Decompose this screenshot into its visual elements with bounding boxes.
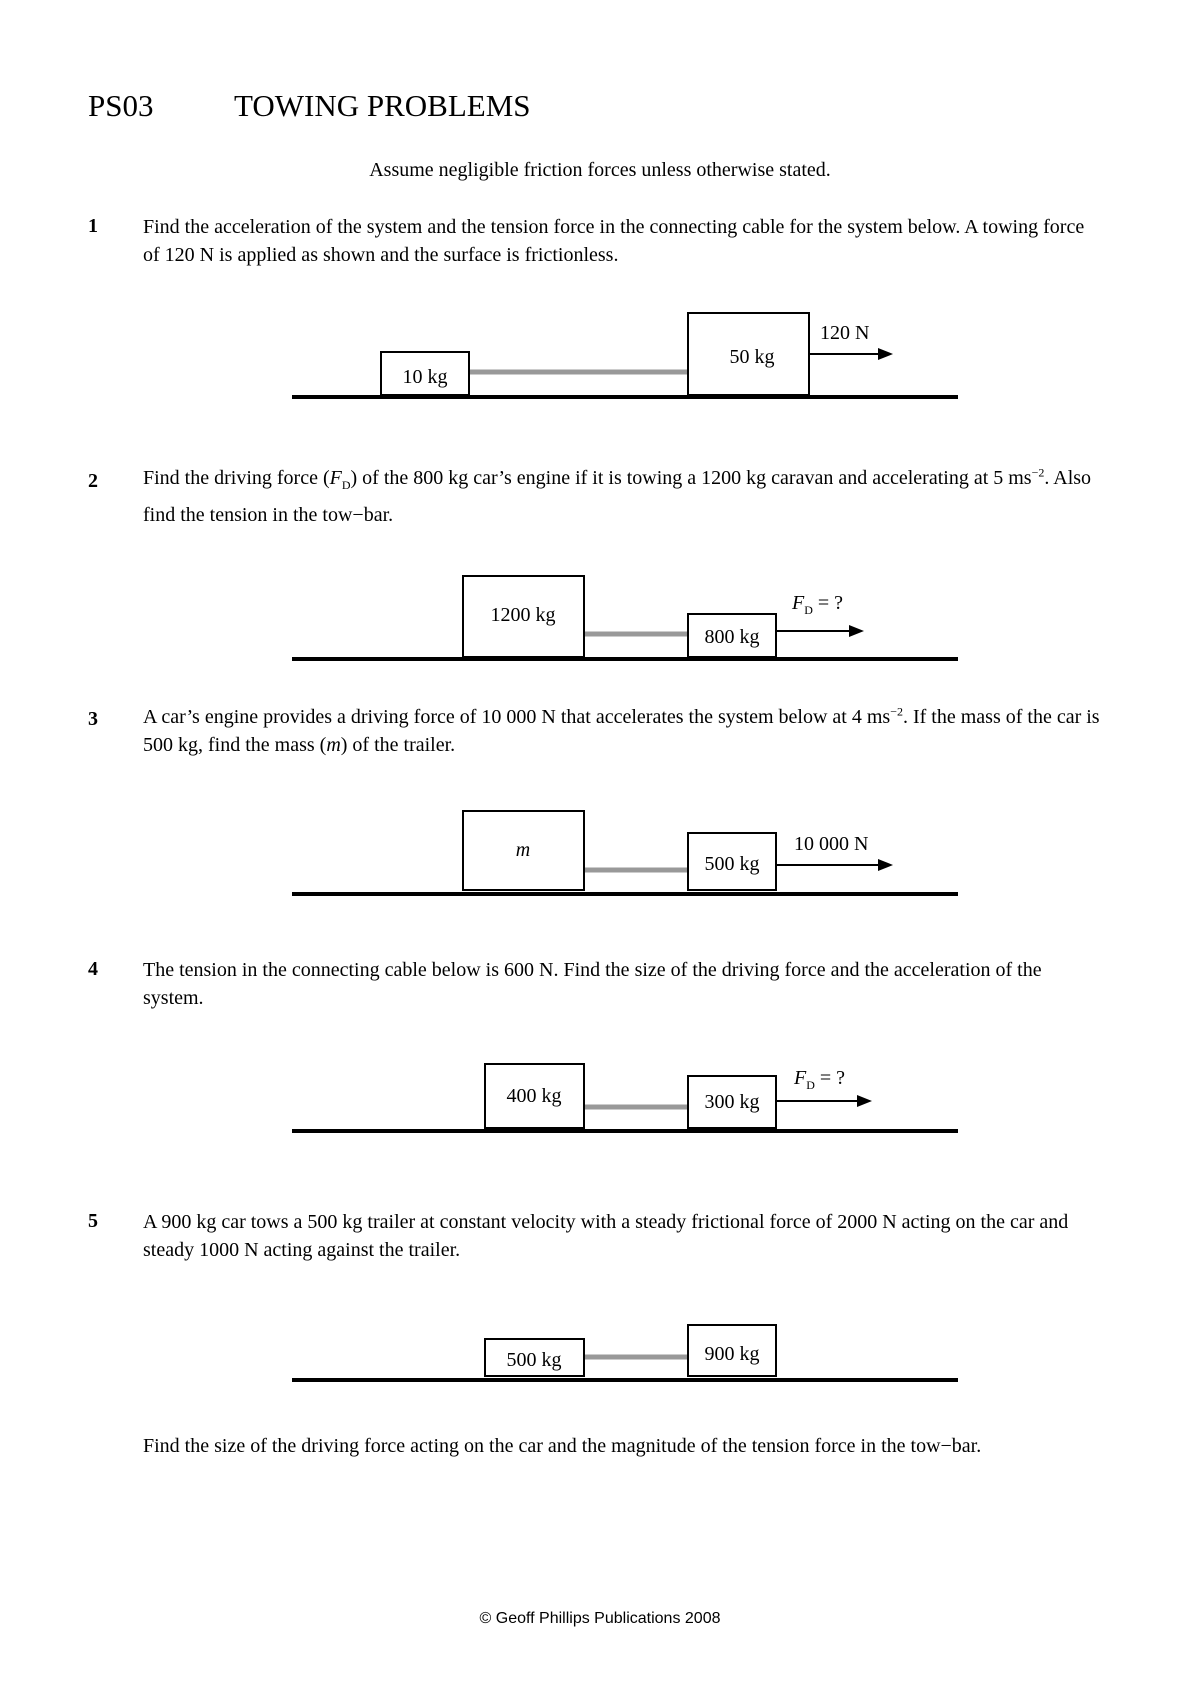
force-arrow-head: [857, 1095, 872, 1107]
diagram-3: [0, 795, 1200, 905]
force-arrow-head: [849, 625, 864, 637]
worksheet-code: PS03: [88, 88, 154, 123]
force-label: 10 000 N: [794, 833, 869, 855]
car-mass-label: 800 kg: [704, 626, 760, 648]
force-label: 120 N: [820, 322, 870, 344]
trailer-mass-label: 400 kg: [506, 1085, 562, 1107]
question-4-number: 4: [88, 958, 98, 980]
trailer-mass-label: 500 kg: [506, 1349, 562, 1371]
car-mass-label: 500 kg: [704, 853, 760, 875]
diagram-1: [0, 300, 1200, 410]
diagram-4: [0, 1040, 1200, 1150]
question-2-text: Find the driving force $(F_D)$ of the 800 kg car’s engine if it is towing a 1200 kg caravan and accelerating at 5 $ms^{-2}$. Also find the tension in the tow−bar.: [143, 465, 1092, 526]
force-arrow-head: [878, 859, 893, 871]
question-5-number: 5: [88, 1210, 98, 1232]
car-mass-label: 50 kg: [729, 346, 775, 368]
question-1-text: Find the acceleration of the system and the tension force in the connecting cable for the system below. A towing force of 120 N is applied as shown and the surface is frictionless.: [143, 216, 1085, 266]
question-5-text: A 900 kg car tows a 500 kg trailer at constant velocity with a steady frictional force of 2000 N acting on the car and steady 1000 N acting against the trailer.: [143, 1211, 1069, 1261]
intro-instruction: Assume negligible friction forces unless otherwise stated.: [369, 159, 831, 181]
diagram-5: [0, 1310, 1200, 1390]
worksheet-title: TOWING PROBLEMS: [234, 88, 531, 123]
car-mass-label: 300 kg: [704, 1091, 760, 1113]
question-2-number: 2: [88, 470, 98, 492]
question-5-follow-up: Find the size of the driving force acting on the car and the magnitude of the tension force in the tow−bar.: [143, 1435, 982, 1457]
question-4-text: The tension in the connecting cable below is 600 N. Find the size of the driving force and the acceleration of the system.: [143, 959, 1042, 1009]
question-3-number: 3: [88, 708, 98, 730]
question-3-text: A car’s engine provides a driving force of 10 000 N that accelerates the system below at 4 $ms^{-2}$. If the mass of the car is 500 kg, find the mass (m) of the trailer.: [143, 704, 1100, 756]
caravan-mass-label: 1200 kg: [490, 604, 556, 626]
trailer-mass-label: m: [515, 839, 531, 861]
trailer-mass-label: 10 kg: [402, 366, 448, 388]
driving-force-label: $F_D$ = ?: [794, 1067, 846, 1092]
diagram-2: [0, 560, 1200, 670]
force-arrow-head: [878, 348, 893, 360]
question-1-number: 1: [88, 215, 98, 237]
copyright-footer: © Geoff Phillips Publications 2008: [479, 1610, 721, 1627]
driving-force-label: $F_D$ = ?: [792, 592, 844, 617]
car-mass-label: 900 kg: [704, 1343, 760, 1365]
